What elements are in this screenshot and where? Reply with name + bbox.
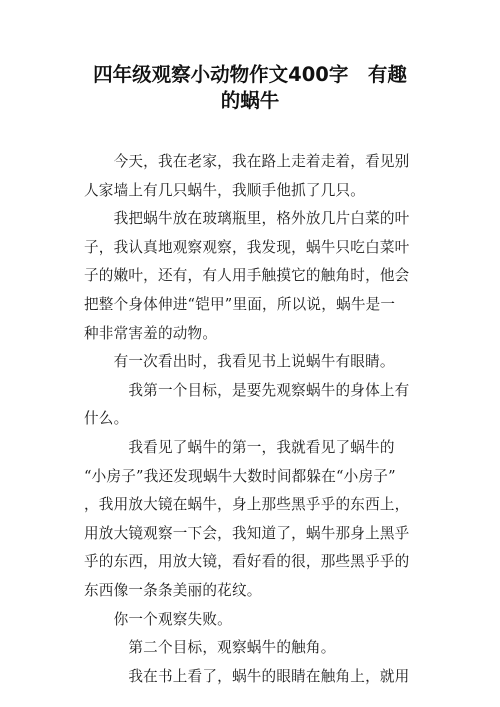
paragraph (84, 148, 424, 205)
paragraph (84, 348, 424, 377)
title-line: 四年级观察小动物作文400字 有趣 (93, 63, 407, 86)
text-line: 今天，我在老家，我在路上走着走着，看见别 (84, 153, 410, 170)
text-line: 我在书上看了，蜗牛的眼睛在触角上，就用 (84, 667, 410, 685)
text-line: 用放大镜观察一下会，我知道了，蜗牛那身上黑乎 (84, 524, 410, 542)
essay-body (84, 148, 424, 691)
text-line: “小房子”我还发现蜗牛大数时间都躲在“小房子” (84, 467, 396, 485)
paragraph (84, 634, 424, 663)
paragraph (84, 663, 424, 692)
paragraph (84, 434, 424, 606)
text-line: 种非常害羞的动物。 (84, 324, 218, 342)
text-line: 人家墙上有几只蜗牛，我顺手他抓了几只。 (84, 181, 366, 199)
text-line: 我第一个目标，是要先观察蜗牛的身体上有 (84, 381, 410, 399)
title-line: 的蜗牛 (220, 89, 280, 112)
text-line: 第二个目标，观察蜗牛的触角。 (84, 639, 336, 657)
text-line: 我把蜗牛放在玻璃瓶里，格外放几片白菜的叶 (84, 210, 410, 228)
text-line: 你一个观察失败。 (84, 610, 232, 628)
text-line: 子，我认真地观察观察，我发现，蜗牛只吃白菜叶 (84, 238, 410, 256)
text-line: 乎的东西，用放大镜，看好看的很，那些黑乎乎的 (84, 553, 410, 571)
text-line: 什么。 (84, 410, 129, 428)
paragraph (84, 377, 424, 434)
text-line: ，我用放大镜在蜗牛，身上那些黑乎乎的东西上， (84, 496, 410, 514)
text-line: 有一次看出时，我看见书上说蜗牛有眼睛。 (84, 353, 395, 371)
text-line: 子的嫩叶，还有，有人用手触摸它的触角时，他会 (84, 267, 410, 285)
paragraph (84, 606, 424, 635)
text-line: 东西像一条条美丽的花纹。 (84, 581, 262, 599)
paragraph (84, 205, 424, 348)
text-line: 把整个身体伸进“铠甲”里面，所以说，蜗牛是一 (84, 295, 396, 313)
text-line: 我看见了蜗牛的第一，我就看见了蜗牛的 (84, 438, 395, 456)
document-title (60, 62, 440, 114)
